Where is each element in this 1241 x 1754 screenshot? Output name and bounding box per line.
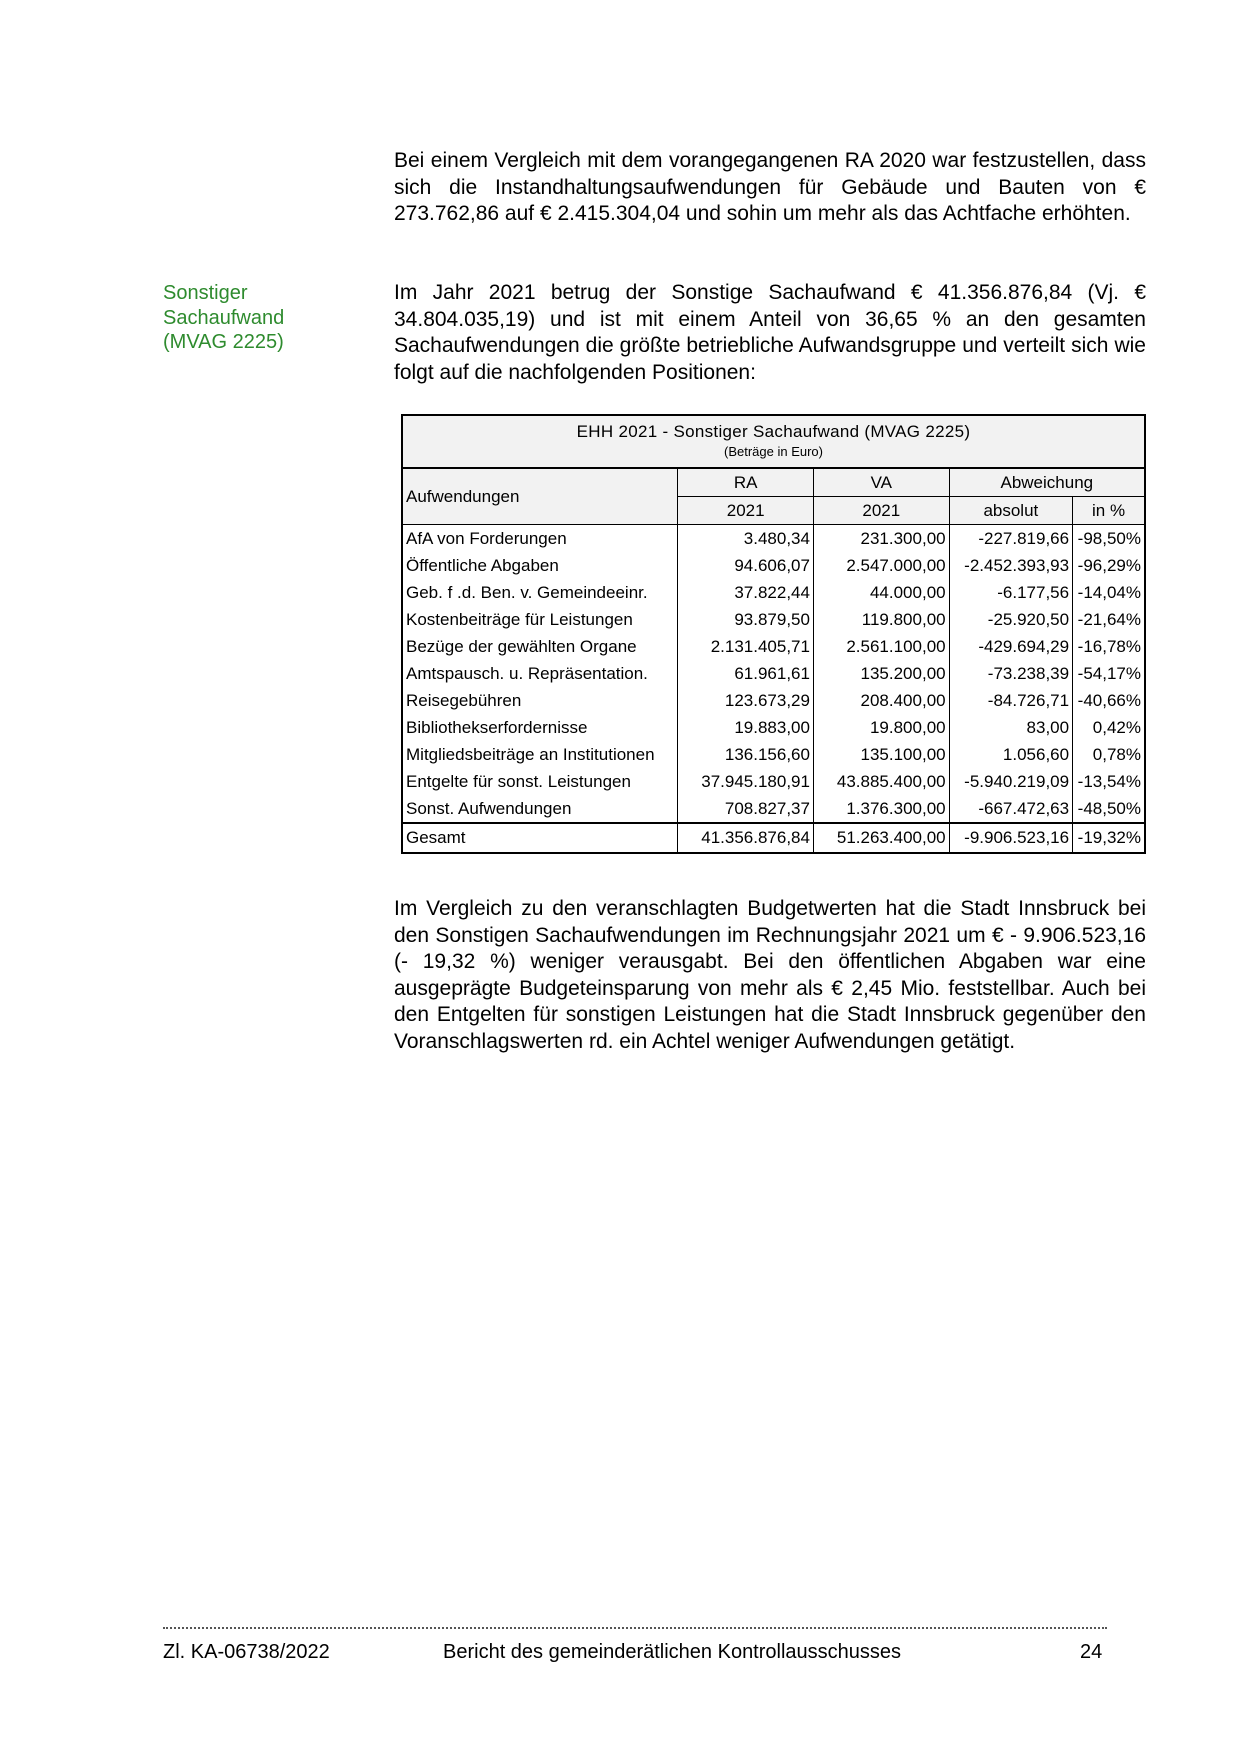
table-title: EHH 2021 - Sonstiger Sachaufwand (MVAG 2225) xyxy=(576,422,971,441)
row-va: 19.800,00 xyxy=(813,714,949,741)
table-row xyxy=(402,660,1145,687)
row-abs: 83,00 xyxy=(949,714,1072,741)
row-va: 1.376.300,00 xyxy=(813,795,949,823)
row-label: Sonst. Aufwendungen xyxy=(402,795,678,823)
footer-divider xyxy=(163,1627,1107,1629)
row-ra: 94.606,07 xyxy=(678,552,814,579)
row-abs: -429.694,29 xyxy=(949,633,1072,660)
table-row xyxy=(402,795,1145,823)
row-label: AfA von Forderungen xyxy=(402,525,678,553)
table-total-row xyxy=(402,823,1145,853)
row-va: 43.885.400,00 xyxy=(813,768,949,795)
row-pct: -16,78% xyxy=(1073,633,1145,660)
total-ra: 41.356.876,84 xyxy=(678,823,814,853)
row-ra: 37.822,44 xyxy=(678,579,814,606)
header-percent: in % xyxy=(1073,497,1145,525)
row-label: Bezüge der gewählten Organe xyxy=(402,633,678,660)
table-row xyxy=(402,768,1145,795)
header-absolute: absolut xyxy=(949,497,1072,525)
row-va: 135.100,00 xyxy=(813,741,949,768)
row-va: 135.200,00 xyxy=(813,660,949,687)
margin-note-line: Sachaufwand xyxy=(163,306,285,329)
row-ra: 93.879,50 xyxy=(678,606,814,633)
header-ra-year: 2021 xyxy=(678,497,814,525)
row-pct: 0,78% xyxy=(1073,741,1145,768)
footer-title: Bericht des gemeinderätlichen Kontrollausschusses xyxy=(443,1641,902,1663)
header-label: Aufwendungen xyxy=(402,468,678,525)
table-row xyxy=(402,525,1145,553)
expense-table xyxy=(401,414,1146,854)
margin-note xyxy=(163,281,323,355)
table-subtitle: (Beträge in Euro) xyxy=(724,444,823,459)
row-pct: -21,64% xyxy=(1073,606,1145,633)
intro-paragraph: Bei einem Vergleich mit dem vorangegangenen RA 2020 war festzustellen, dass sich die Instandhaltungsaufwendungen für Gebäude und Bauten von € 273.762,86 auf € 2.415.304,04 und sohin um mehr als das Achtfache erhöhten. xyxy=(394,149,1146,225)
table-title-row xyxy=(402,415,1145,468)
row-abs: -84.726,71 xyxy=(949,687,1072,714)
row-ra: 123.673,29 xyxy=(678,687,814,714)
row-ra: 708.827,37 xyxy=(678,795,814,823)
row-ra: 19.883,00 xyxy=(678,714,814,741)
total-pct: -19,32% xyxy=(1073,823,1145,853)
margin-note-line: (MVAG 2225) xyxy=(163,331,284,353)
row-label: Kostenbeiträge für Leistungen xyxy=(402,606,678,633)
table-row xyxy=(402,606,1145,633)
row-label: Geb. f .d. Ben. v. Gemeindeeinr. xyxy=(402,579,678,606)
row-va: 44.000,00 xyxy=(813,579,949,606)
table-row xyxy=(402,714,1145,741)
header-deviation: Abweichung xyxy=(949,468,1145,497)
row-label: Reisegebühren xyxy=(402,687,678,714)
row-label: Entgelte für sonst. Leistungen xyxy=(402,768,678,795)
header-va-year: 2021 xyxy=(813,497,949,525)
footer-reference: Zl. KA-06738/2022 xyxy=(163,1641,330,1663)
row-pct: -14,04% xyxy=(1073,579,1145,606)
table-row xyxy=(402,552,1145,579)
row-abs: 1.056,60 xyxy=(949,741,1072,768)
table-row xyxy=(402,687,1145,714)
row-pct: -98,50% xyxy=(1073,525,1145,553)
total-label: Gesamt xyxy=(402,823,678,853)
row-ra: 2.131.405,71 xyxy=(678,633,814,660)
row-va: 2.561.100,00 xyxy=(813,633,949,660)
conclusion-paragraph: Im Vergleich zu den veranschlagten Budgetwerten hat die Stadt Innsbruck bei den Sonstigen Sachaufwendungen im Rechnungsjahr 2021 um € - 9.906.523,16 (- 19,32 %) weniger verausgabt. Bei den öffentlichen Abgaben war eine ausgeprägte Budgeteinsparung von mehr als € 2,45 Mio. feststellbar. Auch bei den Entgelten für sonstigen Leistungen hat die Stadt Innsbruck gegenüber den Voranschlagswerten rd. ein Achtel weniger Aufwendungen getätigt. xyxy=(394,897,1146,1053)
row-pct: -96,29% xyxy=(1073,552,1145,579)
row-va: 119.800,00 xyxy=(813,606,949,633)
header-ra: RA xyxy=(678,468,814,497)
row-label: Bibliothekserfordernisse xyxy=(402,714,678,741)
row-ra: 3.480,34 xyxy=(678,525,814,553)
row-abs: -25.920,50 xyxy=(949,606,1072,633)
row-pct: -40,66% xyxy=(1073,687,1145,714)
row-abs: -73.238,39 xyxy=(949,660,1072,687)
total-abs: -9.906.523,16 xyxy=(949,823,1072,853)
row-ra: 37.945.180,91 xyxy=(678,768,814,795)
row-pct: -13,54% xyxy=(1073,768,1145,795)
table-row xyxy=(402,741,1145,768)
row-ra: 136.156,60 xyxy=(678,741,814,768)
row-label: Öffentliche Abgaben xyxy=(402,552,678,579)
row-pct: 0,42% xyxy=(1073,714,1145,741)
page-number: 24 xyxy=(1080,1641,1103,1663)
table-header-row xyxy=(402,468,1145,497)
row-abs: -6.177,56 xyxy=(949,579,1072,606)
row-label: Mitgliedsbeiträge an Institutionen xyxy=(402,741,678,768)
row-ra: 61.961,61 xyxy=(678,660,814,687)
section-paragraph: Im Jahr 2021 betrug der Sonstige Sachaufwand € 41.356.876,84 (Vj. € 34.804.035,19) und ist mit einem Anteil von 36,65 % an den gesamten Sachaufwendungen die größte betriebliche Aufwandsgruppe und verteilt sich wie folgt auf die nachfolgenden Positionen: xyxy=(394,281,1146,384)
row-va: 231.300,00 xyxy=(813,525,949,553)
margin-note-line: Sonstiger xyxy=(163,282,248,304)
row-pct: -54,17% xyxy=(1073,660,1145,687)
row-label: Amtspausch. u. Repräsentation. xyxy=(402,660,678,687)
row-va: 208.400,00 xyxy=(813,687,949,714)
row-abs: -227.819,66 xyxy=(949,525,1072,553)
row-abs: -5.940.219,09 xyxy=(949,768,1072,795)
row-abs: -667.472,63 xyxy=(949,795,1072,823)
table-body xyxy=(402,525,1145,824)
total-va: 51.263.400,00 xyxy=(813,823,949,853)
row-va: 2.547.000,00 xyxy=(813,552,949,579)
row-abs: -2.452.393,93 xyxy=(949,552,1072,579)
table-row xyxy=(402,579,1145,606)
header-va: VA xyxy=(813,468,949,497)
table-row xyxy=(402,633,1145,660)
row-pct: -48,50% xyxy=(1073,795,1145,823)
